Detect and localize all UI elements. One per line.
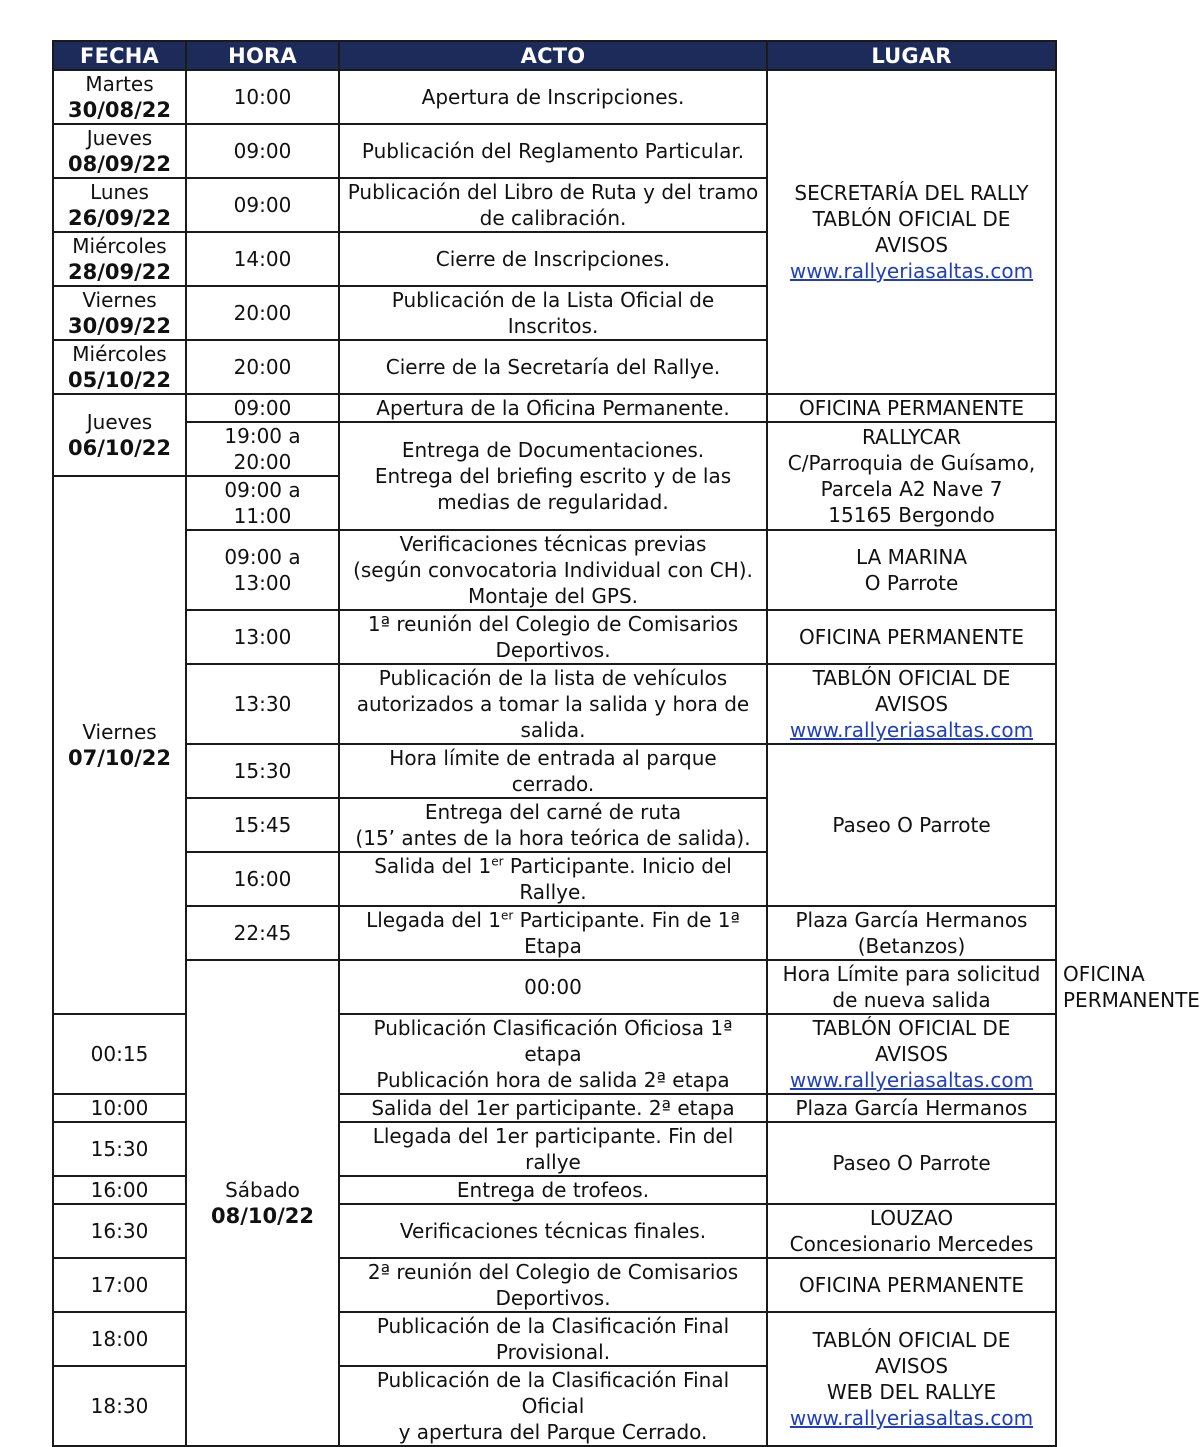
website-link[interactable]: www.rallyeriasaltas.com	[789, 1406, 1034, 1430]
time-cell	[186, 422, 339, 476]
act-line: Publicación hora de salida 2ª etapa	[376, 1068, 730, 1092]
website-link[interactable]: www.rallyeriasaltas.com	[789, 259, 1034, 283]
act-line: (según convocatoria Individual con CH).	[353, 558, 753, 582]
time-cell: 15:30	[53, 1122, 186, 1176]
place-cell	[767, 1204, 1056, 1258]
act-cell	[339, 178, 767, 232]
time-line: 11:00	[233, 504, 292, 528]
act-line: salida.	[520, 718, 586, 742]
act-cell: Apertura de la Oficina Permanente.	[339, 394, 767, 422]
act-cell	[339, 422, 767, 530]
website-link[interactable]: www.rallyeriasaltas.com	[789, 1068, 1034, 1092]
header-row	[53, 41, 1056, 70]
place-line: LA MARINA	[855, 545, 967, 569]
table-row	[53, 906, 1056, 960]
time-cell: 10:00	[53, 1094, 186, 1122]
place-cell	[767, 664, 1056, 744]
time-cell: 20:00	[186, 286, 339, 340]
act-cell: Publicación del Reglamento Particular.	[339, 124, 767, 178]
act-cell: Cierre de la Secretaría del Rallye.	[339, 340, 767, 394]
act-line: Rallye.	[519, 880, 587, 904]
act-line: (15’ antes de la hora teórica de salida).	[355, 826, 751, 850]
time-cell: 20:00	[186, 340, 339, 394]
schedule-table	[52, 40, 1200, 1447]
act-cell: Salida del 1er participante. 2ª etapa	[339, 1094, 767, 1122]
place-line: AVISOS	[874, 1354, 949, 1378]
act-line: Publicación de la Clasificación Final Oficial	[376, 1368, 730, 1418]
place-line: Concesionario Mercedes	[789, 1232, 1034, 1256]
act-line: autorizados a tomar la salida y hora de	[356, 692, 750, 716]
place-line: TABLÓN OFICIAL DE	[812, 207, 1011, 231]
place-line: RALLYCAR	[861, 425, 962, 449]
header-fecha: FECHA	[53, 41, 186, 70]
place-line: Parcela A2 Nave 7	[820, 477, 1003, 501]
act-cell	[339, 530, 767, 610]
act-text: Participante. Fin de 1ª	[513, 908, 740, 932]
act-line: Publicación del Libro de Ruta y del tramo	[347, 180, 759, 204]
place-line: AVISOS	[874, 692, 949, 716]
place-cell: OFICINA PERMANENTE	[767, 610, 1056, 664]
header-hora: HORA	[186, 41, 339, 70]
day-label: Viernes	[82, 288, 157, 312]
act-cell	[339, 798, 767, 852]
date-label: 30/08/22	[67, 98, 171, 122]
place-line: TABLÓN OFICIAL DE	[812, 1016, 1011, 1040]
place-cell: Plaza García Hermanos	[767, 1094, 1056, 1122]
place-cell: OFICINA PERMANENTE	[767, 1258, 1056, 1312]
act-cell	[339, 1014, 767, 1094]
time-cell: 15:45	[186, 798, 339, 852]
time-cell: 22:45	[186, 906, 339, 960]
act-line: medias de regularidad.	[437, 490, 669, 514]
date-cell	[53, 124, 186, 178]
day-label: Miércoles	[72, 234, 167, 258]
act-cell: Cierre de Inscripciones.	[339, 232, 767, 286]
place-line: AVISOS	[874, 233, 949, 257]
act-line: de calibración.	[479, 206, 627, 230]
table-row	[53, 530, 1056, 610]
table-row	[53, 394, 1056, 422]
table-row: Sábado 08/10/22 00:00 Hora Límite para solicitud de nueva salida OFICINA PERMANENTE	[53, 960, 1056, 1014]
time-cell: 00:00	[339, 960, 767, 1014]
table-row	[53, 422, 1056, 476]
act-cell: Hora Límite para solicitud de nueva salida	[767, 960, 1056, 1014]
time-cell: 16:00	[186, 852, 339, 906]
act-line: Verificaciones técnicas previas	[399, 532, 707, 556]
date-cell	[53, 232, 186, 286]
day-label: Sábado	[225, 1178, 300, 1202]
act-text: Llegada del 1	[366, 908, 501, 932]
date-label: 06/10/22	[67, 436, 171, 460]
place-line: 15165 Bergondo	[828, 503, 995, 527]
act-cell	[339, 852, 767, 906]
header-acto: ACTO	[339, 41, 767, 70]
date-label: 07/10/22	[67, 746, 171, 770]
table-row	[53, 70, 1056, 124]
act-line: 1ª reunión del Colegio de Comisarios	[367, 612, 739, 636]
act-line: y apertura del Parque Cerrado.	[398, 1420, 708, 1444]
act-cell: Entrega de trofeos.	[339, 1176, 767, 1204]
time-cell: 18:00	[53, 1312, 186, 1366]
place-cell	[767, 422, 1056, 530]
time-cell: 14:00	[186, 232, 339, 286]
time-cell: 16:00	[53, 1176, 186, 1204]
act-line	[346, 853, 760, 879]
place-cell: OFICINA PERMANENTE	[767, 394, 1056, 422]
act-line	[346, 907, 760, 933]
act-text: Salida del 1	[374, 854, 492, 878]
time-cell	[186, 530, 339, 610]
act-line: Deportivos.	[495, 638, 611, 662]
place-line: Plaza García Hermanos	[795, 908, 1028, 932]
act-line: Entrega del carné de ruta	[424, 800, 682, 824]
date-cell	[53, 476, 186, 1014]
date-label: 26/09/22	[67, 206, 171, 230]
header-lugar: LUGAR	[767, 41, 1056, 70]
place-cell	[767, 906, 1056, 960]
time-cell: 18:30	[53, 1366, 186, 1446]
act-cell	[339, 610, 767, 664]
time-cell: 13:00	[186, 610, 339, 664]
table-row	[53, 744, 1056, 798]
date-cell	[53, 286, 186, 340]
act-cell: Publicación de la Lista Oficial de Inscritos.	[339, 286, 767, 340]
place-line: TABLÓN OFICIAL DE	[812, 666, 1011, 690]
time-line: 13:00	[233, 571, 292, 595]
date-cell	[53, 394, 186, 476]
day-label: Lunes	[90, 180, 149, 204]
act-line: Publicación de la lista de vehículos	[378, 666, 728, 690]
time-line: 19:00 a	[224, 424, 301, 448]
time-line: 09:00 a	[224, 478, 301, 502]
act-line: Montaje del GPS.	[467, 584, 638, 608]
time-cell: 00:15	[53, 1014, 186, 1094]
act-cell: Hora límite de entrada al parque cerrado.	[339, 744, 767, 798]
place-line: C/Parroquia de Guísamo,	[787, 451, 1036, 475]
act-line: 2ª reunión del Colegio de Comisarios	[367, 1260, 739, 1284]
place-line: LOUZAO	[869, 1206, 954, 1230]
place-cell: Paseo O Parrote	[767, 744, 1056, 906]
place-cell	[767, 530, 1056, 610]
time-cell: 10:00	[186, 70, 339, 124]
table-row	[53, 610, 1056, 664]
time-cell: 09:00	[186, 124, 339, 178]
date-label: 05/10/22	[67, 368, 171, 392]
act-line: Publicación Clasificación Oficiosa 1ª etapa	[373, 1016, 733, 1066]
time-cell: 16:30	[53, 1204, 186, 1258]
date-cell	[53, 70, 186, 124]
date-label: 30/09/22	[67, 314, 171, 338]
date-cell	[186, 960, 339, 1446]
place-line: (Betanzos)	[857, 934, 966, 958]
act-cell: Apertura de Inscripciones.	[339, 70, 767, 124]
act-line: Etapa	[524, 934, 582, 958]
table-row	[53, 664, 1056, 744]
place-cell	[767, 1312, 1056, 1446]
ordinal-superscript: er	[500, 908, 514, 923]
day-label: Martes	[85, 72, 154, 96]
day-label: Miércoles	[72, 342, 167, 366]
time-cell: 09:00	[186, 178, 339, 232]
time-line: 20:00	[233, 450, 292, 474]
act-cell	[339, 906, 767, 960]
place-line: TABLÓN OFICIAL DE	[812, 1328, 1011, 1352]
time-line: 09:00 a	[224, 545, 301, 569]
date-label: 08/10/22	[210, 1204, 314, 1228]
time-cell: 15:30	[186, 744, 339, 798]
date-label: 28/09/22	[67, 260, 171, 284]
day-label: Jueves	[86, 410, 153, 434]
time-cell	[186, 476, 339, 530]
day-label: Viernes	[82, 720, 157, 744]
act-cell	[339, 1312, 767, 1366]
ordinal-superscript: er	[491, 854, 504, 869]
place-line: WEB DEL RALLYE	[826, 1380, 997, 1404]
day-label: Jueves	[86, 126, 153, 150]
act-cell: Llegada del 1er participante. Fin del rallye	[339, 1122, 767, 1176]
act-text: Participante. Inicio del	[503, 854, 732, 878]
act-cell	[339, 1258, 767, 1312]
place-line: AVISOS	[874, 1042, 949, 1066]
date-cell	[53, 340, 186, 394]
act-line: Entrega del briefing escrito y de las	[374, 464, 732, 488]
place-line: SECRETARÍA DEL RALLY	[794, 181, 1029, 205]
place-line: O Parrote	[864, 571, 959, 595]
date-cell	[53, 178, 186, 232]
act-line: Deportivos.	[495, 1286, 611, 1310]
place-cell: Paseo O Parrote	[767, 1122, 1056, 1204]
act-cell	[339, 664, 767, 744]
act-cell: Verificaciones técnicas finales.	[339, 1204, 767, 1258]
act-cell	[339, 1366, 767, 1446]
date-label: 08/09/22	[67, 152, 171, 176]
time-cell: 17:00	[53, 1258, 186, 1312]
act-line: Provisional.	[495, 1340, 611, 1364]
time-cell: 09:00	[186, 394, 339, 422]
place-cell	[767, 1014, 1056, 1094]
place-cell	[767, 70, 1056, 394]
website-link[interactable]: www.rallyeriasaltas.com	[789, 718, 1034, 742]
time-cell: 13:30	[186, 664, 339, 744]
act-line: Publicación de la Clasificación Final	[376, 1314, 730, 1338]
act-line: Entrega de Documentaciones.	[401, 438, 705, 462]
